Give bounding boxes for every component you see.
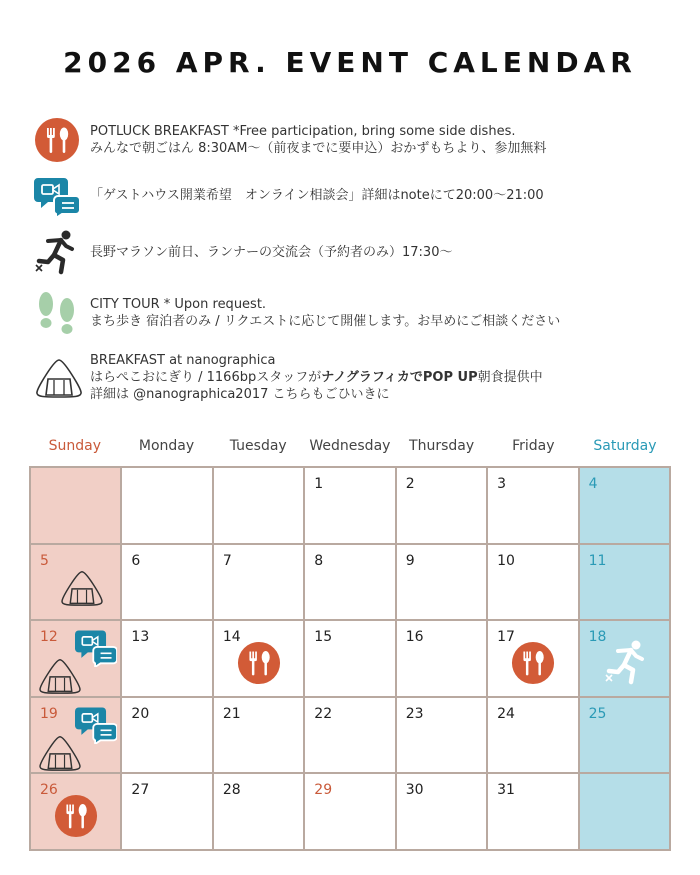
day-number: 29: [314, 782, 333, 799]
calendar-day-cell[interactable]: [214, 545, 305, 622]
weekday-header: [29, 438, 671, 454]
calendar-day-cell[interactable]: [122, 545, 213, 622]
legend-onigiri-line-1: BREAKFAST at nanographica: [90, 352, 276, 368]
calendar-day-cell[interactable]: [488, 698, 579, 775]
day-number: 7: [222, 552, 232, 569]
calendar-day-cell[interactable]: [397, 468, 488, 545]
day-number: 9: [405, 552, 415, 569]
day-number: 20: [131, 705, 150, 722]
onigiri-icon: [59, 569, 105, 607]
calendar-day-cell[interactable]: [580, 698, 671, 775]
day-number: 14: [222, 629, 241, 646]
day-number: 18: [588, 629, 607, 646]
day-number: 31: [497, 782, 515, 799]
calendar-day-cell[interactable]: [122, 468, 213, 545]
runner-icon: [34, 229, 80, 275]
calendar-day-cell[interactable]: [214, 698, 305, 775]
day-number: 24: [497, 705, 515, 722]
day-number: 6: [131, 552, 141, 569]
legend-runner-line-1: 長野マラソン前日、ランナーの交流会（予約者のみ）17:30〜: [90, 244, 453, 260]
day-number: 10: [497, 552, 515, 569]
online-consultation-icon: [34, 172, 80, 218]
day-number: 2: [405, 476, 415, 492]
day-number: 4: [588, 476, 598, 492]
legend-item-online: [34, 172, 674, 218]
day-number: 12: [40, 629, 58, 646]
day-number: 21: [222, 705, 241, 722]
legend-onigiri-line-2b: ナノグラフィカでPOP UP: [321, 369, 478, 385]
day-number: 13: [131, 629, 150, 646]
weekday-monday: Monday: [138, 438, 195, 454]
calendar-day-cell[interactable]: [31, 468, 122, 545]
calendar-grid: [29, 466, 671, 851]
calendar-day-cell[interactable]: [122, 621, 213, 698]
calendar-day-cell[interactable]: [305, 698, 396, 775]
calendar-day-cell[interactable]: [397, 698, 488, 775]
day-number: 5: [40, 552, 49, 569]
legend-item-city-tour: [34, 290, 674, 336]
legend-online-line-1: 「ゲストハウス開業希望 オンライン相談会」詳細はnoteにて20:00〜21:00: [90, 187, 544, 203]
legend-potluck-line-1: POTLUCK BREAKFAST *Free participation, bring some side dishes.: [90, 124, 516, 139]
day-number: 26: [40, 782, 58, 799]
day-number: 23: [405, 705, 424, 722]
calendar-day-cell[interactable]: [122, 774, 213, 851]
day-number: 25: [588, 705, 607, 722]
weekday-wednesday: Wednesday: [309, 438, 391, 454]
calendar-day-cell[interactable]: [214, 468, 305, 545]
calendar-day-cell[interactable]: [31, 621, 122, 698]
potluck-breakfast-icon: [54, 794, 98, 838]
day-number: 8: [314, 552, 324, 569]
day-number: 28: [222, 782, 241, 799]
legend-onigiri-line-2: [90, 369, 543, 386]
legend-city-tour-line-1: CITY TOUR * Upon request.: [90, 297, 267, 312]
legend-item-runner: [34, 229, 674, 275]
calendar-day-cell[interactable]: [214, 774, 305, 851]
calendar-day-cell[interactable]: [580, 774, 671, 851]
onigiri-icon: [34, 357, 80, 403]
legend-item-onigiri: [34, 351, 674, 403]
calendar-day-cell[interactable]: [305, 774, 396, 851]
day-number: 30: [405, 782, 424, 799]
calendar-day-cell[interactable]: [580, 621, 671, 698]
calendar-day-cell[interactable]: [31, 698, 122, 775]
day-number: 3: [497, 476, 507, 492]
footprints-icon: [34, 290, 80, 336]
calendar-title: 2026 APR. EVENT CALENDAR: [63, 46, 637, 79]
calendar-day-cell[interactable]: [305, 545, 396, 622]
legend-potluck-line-2: みんなで朝ごはん 8:30AM〜（前夜までに要申込）おかずもちより、参加無料: [90, 141, 547, 156]
calendar-day-cell[interactable]: [305, 468, 396, 545]
day-number: 11: [588, 552, 607, 569]
calendar-day-cell[interactable]: [397, 545, 488, 622]
legend-city-tour-line-2: まち歩き 宿泊者のみ / リクエストに応じて開催します。お早めにご相談ください: [90, 314, 561, 329]
calendar-day-cell[interactable]: [488, 621, 579, 698]
calendar-day-cell[interactable]: [397, 774, 488, 851]
calendar-day-cell[interactable]: [305, 621, 396, 698]
calendar-day-cell[interactable]: [580, 468, 671, 545]
legend-item-potluck: [34, 117, 674, 163]
calendar-day-cell[interactable]: [488, 545, 579, 622]
weekday-friday: Friday: [512, 438, 555, 454]
weekday-saturday: Saturday: [593, 438, 657, 454]
day-number: 27: [131, 782, 150, 799]
calendar-day-cell[interactable]: [214, 621, 305, 698]
weekday-thursday: Thursday: [409, 438, 475, 454]
onigiri-icon: [37, 657, 83, 695]
calendar-day-cell[interactable]: [580, 545, 671, 622]
day-number: 17: [497, 629, 515, 646]
day-number: 16: [405, 629, 424, 646]
weekday-sunday: Sunday: [48, 438, 102, 454]
legend-onigiri-line-2a: はらぺこおにぎり / 1166bpスタッフが: [90, 369, 322, 385]
calendar-day-cell[interactable]: [31, 545, 122, 622]
day-number: 1: [314, 476, 324, 492]
calendar-day-cell[interactable]: [122, 698, 213, 775]
calendar-day-cell[interactable]: [488, 774, 579, 851]
legend-onigiri-line-3: 詳細は @nanographica2017 こちらもごひいきに: [90, 386, 390, 402]
potluck-breakfast-icon: [237, 641, 281, 685]
runner-icon: [604, 639, 650, 685]
day-number: 15: [314, 629, 333, 646]
calendar-day-cell[interactable]: [31, 774, 122, 851]
calendar-day-cell[interactable]: [397, 621, 488, 698]
onigiri-icon: [37, 734, 83, 772]
legend-onigiri-line-2c: 朝食提供中: [477, 369, 543, 385]
potluck-breakfast-icon: [511, 641, 555, 685]
day-number: 22: [314, 705, 333, 722]
potluck-breakfast-icon: [34, 117, 80, 163]
weekday-tuesday: Tuesday: [229, 438, 287, 454]
calendar-day-cell[interactable]: [488, 468, 579, 545]
day-number: 19: [40, 705, 58, 722]
